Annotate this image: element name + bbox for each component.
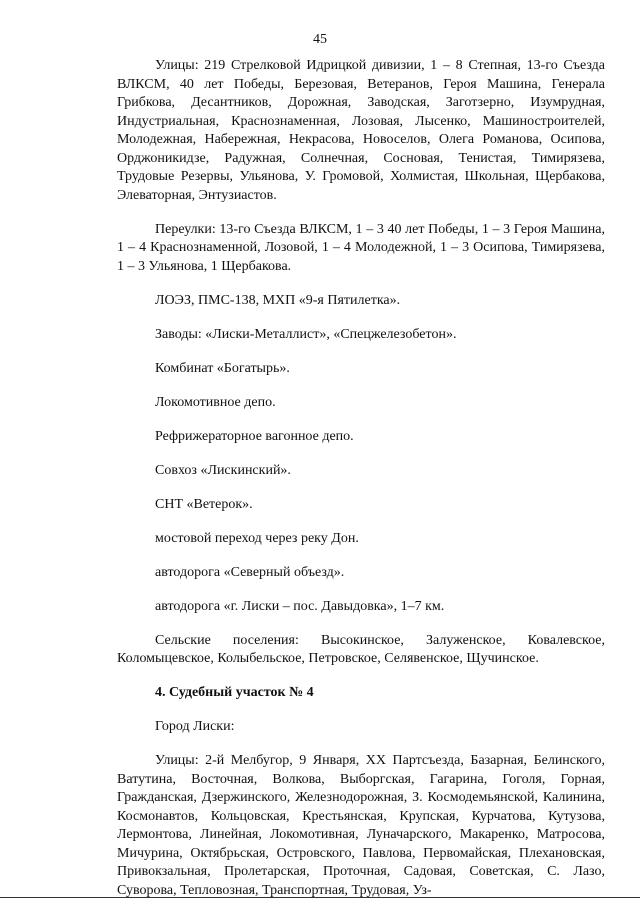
- snt-line: СНТ «Ветерок».: [155, 496, 253, 512]
- bridge-line: мостовой переход через реку Дон.: [155, 530, 359, 546]
- page-bottom-rule: [0, 897, 640, 898]
- northern-bypass-line: автодорога «Северный объезд».: [155, 564, 345, 580]
- enterprises-line: ЛОЭЗ, ПМС-138, МХП «9-я Пятилетка».: [155, 292, 401, 308]
- streets-paragraph-section-4: Улицы: 2-й Мелбугор, 9 Января, XX Партсъезда, Базарная, Белинского, Ватутина, Восточная, Волкова, Выборгская, Гагарина, Гоголя, Горная, Гражданская, Дзержинского, Железнодорожная, З. Космодемьянской, Калинина, Космонавтов, Кольцовская, Крестьянская, Крупская, Курчатова, Кутузова, Лермонтова, Линейная, Локомотивная, Луначарского, Макаренко, Матросова, Мичурина, Октябрьская, Островского, Павлова, Первомайская, Плехановская, Привокзальная, Пролетарская, Проточная, Садовая, Советская, С. Лазо, Суворова, Тепловозная, Транспортная, Трудовая, Уз-: [117, 753, 605, 898]
- road-liski-davydovka-line: автодорога «г. Лиски – пос. Давыдовка», 1–7 км.: [155, 598, 445, 614]
- factories-line: Заводы: «Лиски-Металлист», «Спецжелезобетон».: [155, 326, 457, 342]
- combine-line: Комбинат «Богатырь».: [155, 360, 290, 376]
- document-body: [117, 57, 605, 916]
- section-heading: 4. Судебный участок № 4: [155, 685, 314, 700]
- lanes-paragraph: Переулки: 13-го Съезда ВЛКСМ, 1 – 3 40 лет Победы, 1 – 3 Героя Машина, 1 – 4 Краснознаменной, Лозовой, 1 – 4 Молодежной, 1 – 3 Осипова, Тимирязева, 1 – 3 Ульянова, 1 Щербакова.: [117, 221, 605, 274]
- sovkhoz-line: Совхоз «Лискинский».: [155, 462, 291, 478]
- depot-line: Локомотивное депо.: [155, 394, 276, 410]
- page-number: 45: [313, 32, 327, 47]
- refrigerator-depot-line: Рефрижераторное вагонное депо.: [155, 428, 354, 444]
- rural-settlements-paragraph: Сельские поселения: Высокинское, Залуженское, Ковалевское, Коломыцевское, Колыбельское, Петровское, Селявенское, Щучинское.: [117, 632, 605, 666]
- city-line: Город Лиски:: [155, 719, 235, 734]
- streets-paragraph-section-3: Улицы: 219 Стрелковой Идрицкой дивизии, 1 – 8 Степная, 13-го Съезда ВЛКСМ, 40 лет Победы, Березовая, Ветеранов, Героя Машина, Генерала Грибкова, Десантников, Дорожная, Заводская, Заготзерно, Изумрудная, Индустриальная, Краснознаменная, Лозовая, Лысенко, Машиностроителей, Молодежная, Набережная, Некрасова, Новоселов, Олега Романова, Осипова, Орджоникидзе, Радужная, Солнечная, Сосновая, Тенистая, Тимирязева, Трудовые Резервы, Ульянова, У. Громовой, Холмистая, Школьная, Щербакова, Элеваторная, Энтузиастов.: [117, 58, 605, 203]
